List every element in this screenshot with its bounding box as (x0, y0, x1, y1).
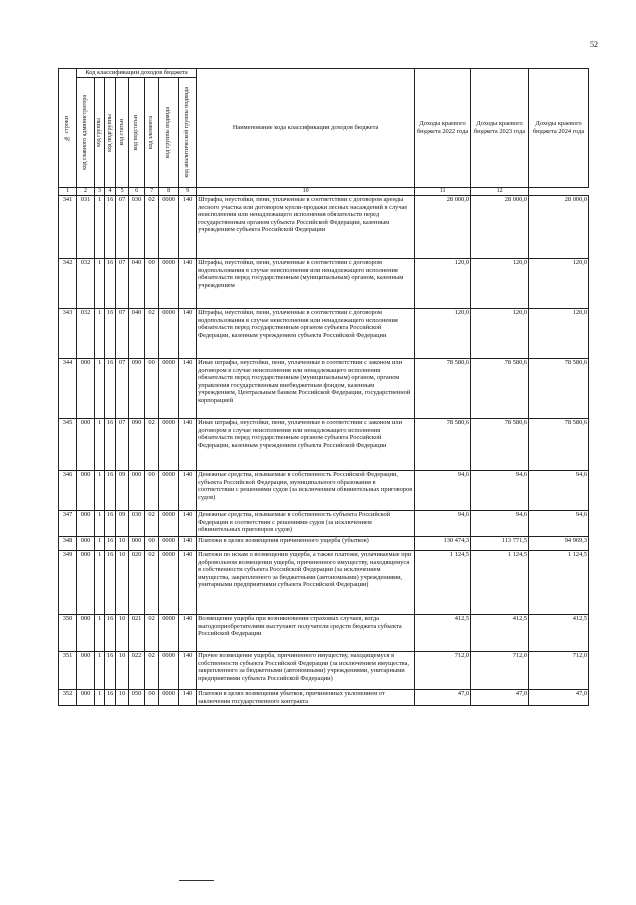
code-header-analytic-group: код аналитической группы подвида (179, 78, 197, 188)
cell-y2023: 28 000,0 (471, 196, 529, 259)
cell-analytic: 140 (179, 259, 197, 309)
cell-analytic: 140 (179, 196, 197, 259)
cell-subtype: 0000 (159, 196, 179, 259)
cell-analytic: 140 (179, 419, 197, 471)
cell-subgroup: 16 (105, 690, 116, 706)
cell-article: 07 (116, 196, 129, 259)
cell-subgroup: 16 (105, 419, 116, 471)
cell-admin: 000 (77, 511, 95, 537)
cell-subarticle: 020 (129, 551, 145, 615)
cell-article: 10 (116, 615, 129, 652)
cell-group: 1 (95, 309, 105, 359)
cell-subarticle: 050 (129, 690, 145, 706)
cell-group: 1 (95, 690, 105, 706)
footer-rule (179, 880, 214, 881)
classification-code-group-header: Код классификации доходов бюджета (77, 69, 197, 78)
code-header-element: код элемента (145, 78, 159, 188)
cell-y2024: 28 000,0 (529, 196, 589, 259)
cell-element: 00 (145, 471, 159, 511)
cell-element: 02 (145, 551, 159, 615)
cell-subgroup: 16 (105, 537, 116, 551)
cell-analytic: 140 (179, 615, 197, 652)
cell-article: 07 (116, 259, 129, 309)
cell-y2022: 78 580,6 (415, 359, 471, 419)
cell-article: 07 (116, 419, 129, 471)
cell-y2022: 1 124,5 (415, 551, 471, 615)
cell-no: 344 (59, 359, 77, 419)
cell-y2024: 78 580,6 (529, 359, 589, 419)
code-header-subgroup: код подгруппы (105, 78, 116, 188)
cell-y2023: 1 124,5 (471, 551, 529, 615)
cell-subarticle: 090 (129, 419, 145, 471)
cell-group: 1 (95, 259, 105, 309)
cell-group: 1 (95, 511, 105, 537)
cell-y2022: 120,0 (415, 259, 471, 309)
cell-name: Иные штрафы, неустойки, пени, уплаченные в соответствии с законом или договором в случае неисполнения или ненадлежащего исполнения обязательств перед государственным (муниципальным) органом, органом управления государственным внебюджетным фондом, казенным учреждением, Центральным банком Российской Федерации, государственной корпорацией (197, 359, 415, 419)
cell-subtype: 0000 (159, 259, 179, 309)
cell-admin: 032 (77, 259, 95, 309)
cell-subgroup: 16 (105, 259, 116, 309)
table-row (59, 511, 589, 537)
cell-y2024: 47,0 (529, 690, 589, 706)
cell-y2024: 120,0 (529, 259, 589, 309)
cell-subgroup: 16 (105, 471, 116, 511)
cell-group: 1 (95, 551, 105, 615)
cell-admin: 031 (77, 196, 95, 259)
cell-analytic: 140 (179, 690, 197, 706)
cell-article: 07 (116, 359, 129, 419)
cell-subarticle: 040 (129, 309, 145, 359)
cell-y2022: 28 000,0 (415, 196, 471, 259)
cell-subarticle: 021 (129, 615, 145, 652)
year-2024-header: Доходы краевого бюджета 2024 года (529, 69, 589, 188)
cell-group: 1 (95, 537, 105, 551)
cell-y2023: 47,0 (471, 690, 529, 706)
cell-name: Платежи по искам о возмещении ущерба, а также платежи, уплачиваемые при добровольном возмещении ущерба, причиненного имуществу, находящемуся в собственности субъекта Российской Федерации (за исключением имущества, закрепленного за бюджетными (автономными) учреждениями, унитарными предприятиями субъекта Российской Федерации) (197, 551, 415, 615)
cell-subtype: 0000 (159, 537, 179, 551)
cell-no: 348 (59, 537, 77, 551)
cell-group: 1 (95, 196, 105, 259)
cell-element: 02 (145, 196, 159, 259)
table-row (59, 196, 589, 259)
column-index-row: 1 2 3 4 5 6 7 8 9 10 11 12 (59, 188, 589, 196)
cell-subarticle: 090 (129, 359, 145, 419)
cell-no: 349 (59, 551, 77, 615)
cell-subgroup: 16 (105, 309, 116, 359)
cell-no: 346 (59, 471, 77, 511)
cell-y2023: 712,0 (471, 652, 529, 690)
cell-no: 341 (59, 196, 77, 259)
cell-subtype: 0000 (159, 615, 179, 652)
table-row (59, 419, 589, 471)
cell-subtype: 0000 (159, 551, 179, 615)
cell-group: 1 (95, 359, 105, 419)
table-row (59, 359, 589, 419)
cell-admin: 000 (77, 471, 95, 511)
year-2022-header: Доходы краевого бюджета 2022 года (415, 69, 471, 188)
cell-admin: 000 (77, 690, 95, 706)
cell-name: Прочее возмещение ущерба, причиненного имуществу, находящемуся в собственности субъекта Российской Федерации (за исключением имущества, закрепленного за бюджетными (автономными) учреждениями, унитарными предприятиями субъекта Российской Федерации) (197, 652, 415, 690)
cell-article: 09 (116, 511, 129, 537)
cell-subarticle: 030 (129, 511, 145, 537)
cell-article: 09 (116, 471, 129, 511)
cell-name: Платежи в целях возмещения причиненного ущерба (убытков) (197, 537, 415, 551)
cell-article: 10 (116, 551, 129, 615)
cell-group: 1 (95, 419, 105, 471)
cell-subgroup: 16 (105, 359, 116, 419)
cell-y2022: 412,5 (415, 615, 471, 652)
cell-no: 347 (59, 511, 77, 537)
cell-y2023: 94,6 (471, 511, 529, 537)
cell-name: Штрафы, неустойки, пени, уплаченные в соответствии с договором водопользования в случае неисполнения или ненадлежащего исполнения обязательств перед государственным органом субъекта Российской Федерации, казенным учреждением субъекта Российской Федерации (197, 309, 415, 359)
row-number-header: № строки (59, 69, 77, 188)
cell-y2023: 412,5 (471, 615, 529, 652)
cell-y2024: 712,0 (529, 652, 589, 690)
cell-subtype: 0000 (159, 419, 179, 471)
cell-group: 1 (95, 615, 105, 652)
year-2023-header: Доходы краевого бюджета 2023 года (471, 69, 529, 188)
code-header-article: код статьи (116, 78, 129, 188)
code-header-group: код группы (95, 78, 105, 188)
cell-subtype: 0000 (159, 471, 179, 511)
cell-y2024: 120,0 (529, 309, 589, 359)
budget-revenue-table (58, 68, 589, 706)
table-row (59, 537, 589, 551)
cell-y2024: 94,6 (529, 471, 589, 511)
cell-y2023: 78 580,6 (471, 359, 529, 419)
cell-subtype: 0000 (159, 690, 179, 706)
cell-subarticle: 040 (129, 259, 145, 309)
cell-y2024: 412,5 (529, 615, 589, 652)
table-row (59, 471, 589, 511)
table-row (59, 259, 589, 309)
cell-subgroup: 16 (105, 196, 116, 259)
cell-group: 1 (95, 652, 105, 690)
cell-no: 345 (59, 419, 77, 471)
cell-admin: 000 (77, 537, 95, 551)
cell-name: Иные штрафы, неустойки, пени, уплаченные в соответствии с законом или договором в случае неисполнения или ненадлежащего исполнения обязательств перед государственным органом субъекта Российской Федерации, казенным учреждением субъекта Российской Федерации (197, 419, 415, 471)
cell-y2022: 712,0 (415, 652, 471, 690)
cell-analytic: 140 (179, 511, 197, 537)
cell-no: 350 (59, 615, 77, 652)
cell-element: 02 (145, 615, 159, 652)
cell-element: 00 (145, 690, 159, 706)
cell-y2022: 47,0 (415, 690, 471, 706)
cell-name: Штрафы, неустойки, пени, уплаченные в соответствии с договором аренды лесного участка или договором купли-продажи лесных насаждений в случае неисполнения или ненадлежащего исполнения обязательств перед государственным органом субъекта Российской Федерации, казенным учреждением субъекта Российской Федерации (197, 196, 415, 259)
cell-group: 1 (95, 471, 105, 511)
table-row (59, 615, 589, 652)
cell-analytic: 140 (179, 551, 197, 615)
cell-no: 343 (59, 309, 77, 359)
cell-article: 10 (116, 690, 129, 706)
cell-admin: 000 (77, 359, 95, 419)
cell-subgroup: 16 (105, 511, 116, 537)
cell-admin: 000 (77, 615, 95, 652)
cell-analytic: 140 (179, 471, 197, 511)
code-header-admin: код главного администратора (77, 78, 95, 188)
cell-name: Штрафы, неустойки, пени, уплаченные в соответствии с договором водопользования в случае неисполнения или ненадлежащего исполнения обязательств перед государственным (муниципальным) органом, казенным учреждением (197, 259, 415, 309)
cell-y2023: 113 771,5 (471, 537, 529, 551)
cell-admin: 000 (77, 652, 95, 690)
table-row (59, 652, 589, 690)
cell-admin: 000 (77, 551, 95, 615)
cell-analytic: 140 (179, 537, 197, 551)
cell-analytic: 140 (179, 359, 197, 419)
cell-subarticle: 000 (129, 471, 145, 511)
cell-element: 02 (145, 652, 159, 690)
cell-analytic: 140 (179, 309, 197, 359)
cell-subarticle: 000 (129, 537, 145, 551)
cell-y2024: 94 969,3 (529, 537, 589, 551)
cell-subgroup: 16 (105, 551, 116, 615)
table-row (59, 309, 589, 359)
cell-subtype: 0000 (159, 511, 179, 537)
cell-name: Денежные средства, изымаемые в собственность Российской Федерации, субъекта Российской Федерации, муниципального образования в соответствии с решениями судов (за исключением обвинительных приговоров судов) (197, 471, 415, 511)
cell-article: 10 (116, 537, 129, 551)
cell-subtype: 0000 (159, 359, 179, 419)
cell-y2023: 94,6 (471, 471, 529, 511)
cell-subgroup: 16 (105, 652, 116, 690)
page-number: 52 (590, 40, 598, 49)
cell-subtype: 0000 (159, 309, 179, 359)
cell-y2023: 78 580,6 (471, 419, 529, 471)
cell-y2023: 120,0 (471, 259, 529, 309)
code-header-subtype-group: код группы подвида (159, 78, 179, 188)
cell-element: 00 (145, 359, 159, 419)
table-row (59, 690, 589, 706)
cell-admin: 032 (77, 309, 95, 359)
cell-element: 02 (145, 309, 159, 359)
cell-y2022: 94,6 (415, 471, 471, 511)
cell-admin: 000 (77, 419, 95, 471)
cell-name: Денежные средства, изымаемые в собственность субъекта Российской Федерации в соответствии с решениями судов (за исключением обвинительных приговоров судов) (197, 511, 415, 537)
cell-y2022: 120,0 (415, 309, 471, 359)
cell-y2022: 130 474,3 (415, 537, 471, 551)
cell-subtype: 0000 (159, 652, 179, 690)
cell-no: 342 (59, 259, 77, 309)
cell-y2024: 94,6 (529, 511, 589, 537)
cell-y2022: 78 580,6 (415, 419, 471, 471)
cell-y2022: 94,6 (415, 511, 471, 537)
cell-no: 352 (59, 690, 77, 706)
cell-article: 07 (116, 309, 129, 359)
cell-element: 02 (145, 419, 159, 471)
table-row (59, 551, 589, 615)
cell-name: Возмещение ущерба при возникновении страховых случаев, когда выгодоприобретателями выступают получатели средств бюджета субъекта Российской Федерации (197, 615, 415, 652)
cell-name: Платежи в целях возмещения убытков, причиненных уклонением от заключения государственного контракта (197, 690, 415, 706)
cell-y2024: 78 580,6 (529, 419, 589, 471)
cell-subarticle: 022 (129, 652, 145, 690)
name-column-header: Наименование кода классификации доходов бюджета (197, 69, 415, 188)
cell-element: 00 (145, 537, 159, 551)
cell-element: 00 (145, 259, 159, 309)
cell-subgroup: 16 (105, 615, 116, 652)
cell-y2023: 120,0 (471, 309, 529, 359)
code-header-subarticle: код подстатьи (129, 78, 145, 188)
cell-element: 02 (145, 511, 159, 537)
cell-article: 10 (116, 652, 129, 690)
cell-no: 351 (59, 652, 77, 690)
cell-subarticle: 030 (129, 196, 145, 259)
cell-y2024: 1 124,5 (529, 551, 589, 615)
cell-analytic: 140 (179, 652, 197, 690)
